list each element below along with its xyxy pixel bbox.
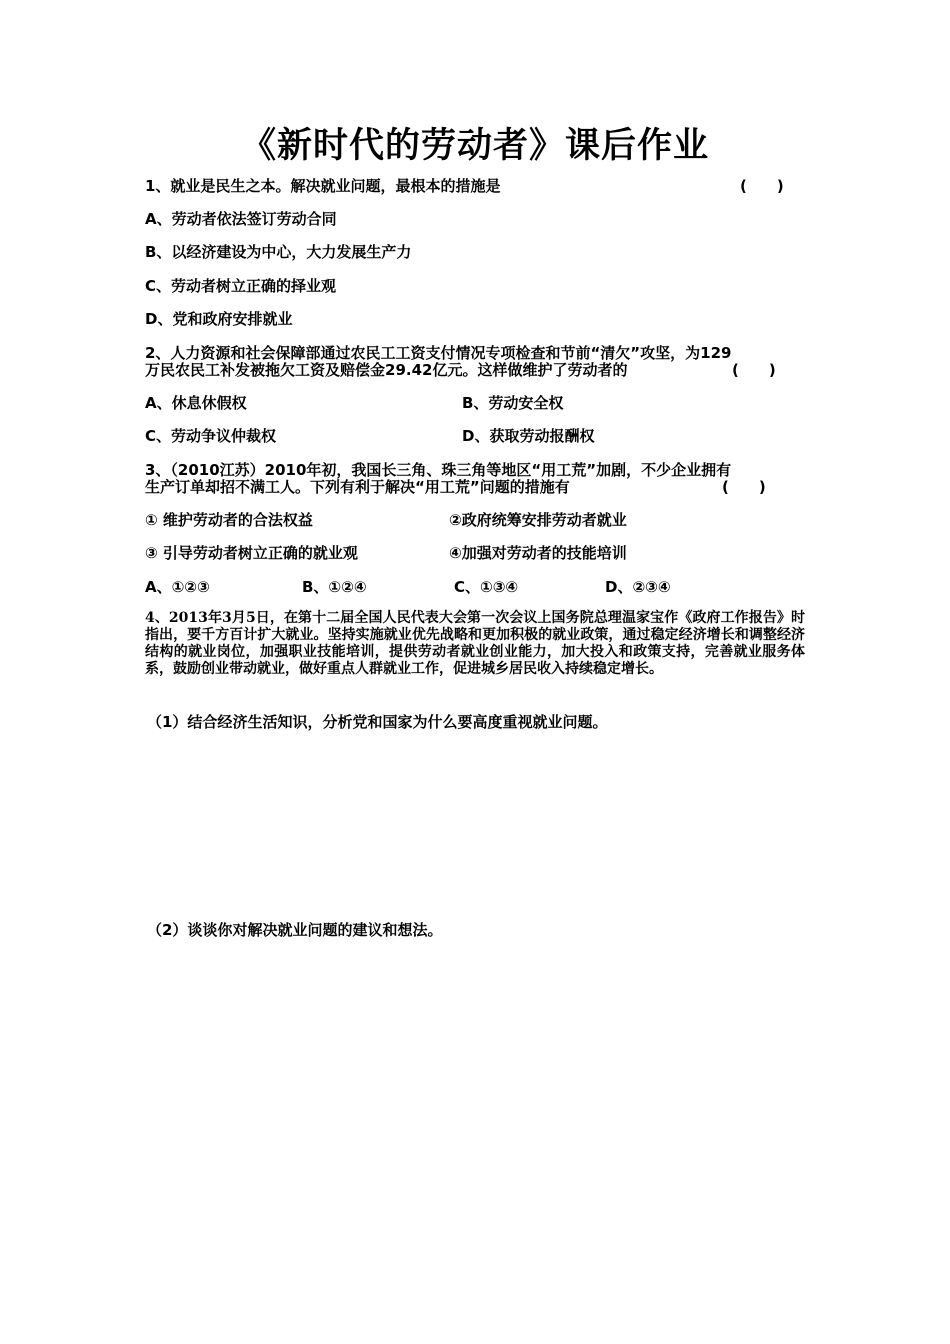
q4-sub-question-1: （1）结合经济生活知识，分析党和国家为什么要高度重视就业问题。: [147, 713, 608, 731]
q3-item-1: ① 维护劳动者的合法权益: [145, 511, 313, 529]
q4-paragraph: 4、2013年3月5日，在第十二届全国人民代表大会第一次会议上国务院总理温家宝作《政府工作报告》时指出，要千方百计扩大就业。坚持实施就业优先战略和更加积极的就业政策，通过稳定经济增长和调整经济结构的就业岗位，加强职业技能培训，提供劳动者就业创业能力，加大投入和政策支持，完善就业服务体系，鼓励创业带动就业，做好重点人群就业工作，促进城乡居民收入持续稳定增长。: [145, 610, 805, 677]
q3-answer-bracket: ( ): [722, 478, 766, 496]
q3-item-2: ②政府统筹安排劳动者就业: [449, 511, 627, 529]
q2-option-b: B、劳动安全权: [462, 394, 564, 412]
q1-option-c: C、劳动者树立正确的择业观: [145, 277, 337, 295]
q3-item-3: ③ 引导劳动者树立正确的就业观: [145, 544, 358, 562]
q3-option-d: D、②③④: [605, 578, 671, 596]
q1-option-b: B、以经济建设为中心，大力发展生产力: [145, 243, 412, 261]
q2-stem-line1: 2、人力资源和社会保障部通过农民工工资支付情况专项检查和节前“清欠”攻坚，为129: [145, 344, 732, 362]
page-title: 《新时代的劳动者》课后作业: [240, 126, 709, 166]
q4-sub-question-2: （2）谈谈你对解决就业问题的建议和想法。: [147, 921, 443, 939]
q2-option-d: D、获取劳动报酬权: [462, 427, 595, 445]
q2-option-a: A、休息休假权: [145, 394, 247, 412]
q1-option-d: D、党和政府安排就业: [145, 310, 293, 328]
q3-option-a: A、①②③: [145, 578, 210, 596]
q3-option-c: C、①③④: [454, 578, 519, 596]
q1-stem: 1、就业是民生之本。解决就业问题，最根本的措施是: [145, 177, 501, 195]
q3-stem-line2: 生产订单却招不满工人。下列有利于解决“用工荒”问题的措施有: [145, 478, 570, 496]
q2-answer-bracket: ( ): [732, 361, 776, 379]
q2-stem-line2: 万民农民工补发被拖欠工资及赔偿金29.42亿元。这样做维护了劳动者的: [145, 361, 628, 379]
q3-item-4: ④加强对劳动者的技能培训: [449, 544, 627, 562]
q2-option-c: C、劳动争议仲裁权: [145, 427, 277, 445]
q1-answer-bracket: ( ): [740, 177, 784, 195]
q1-option-a: A、劳动者依法签订劳动合同: [145, 210, 337, 228]
q3-option-b: B、①②④: [302, 578, 367, 596]
q3-stem-line1: 3、（2010江苏）2010年初，我国长三角、珠三角等地区“用工荒”加剧，不少企业拥有: [145, 461, 732, 479]
